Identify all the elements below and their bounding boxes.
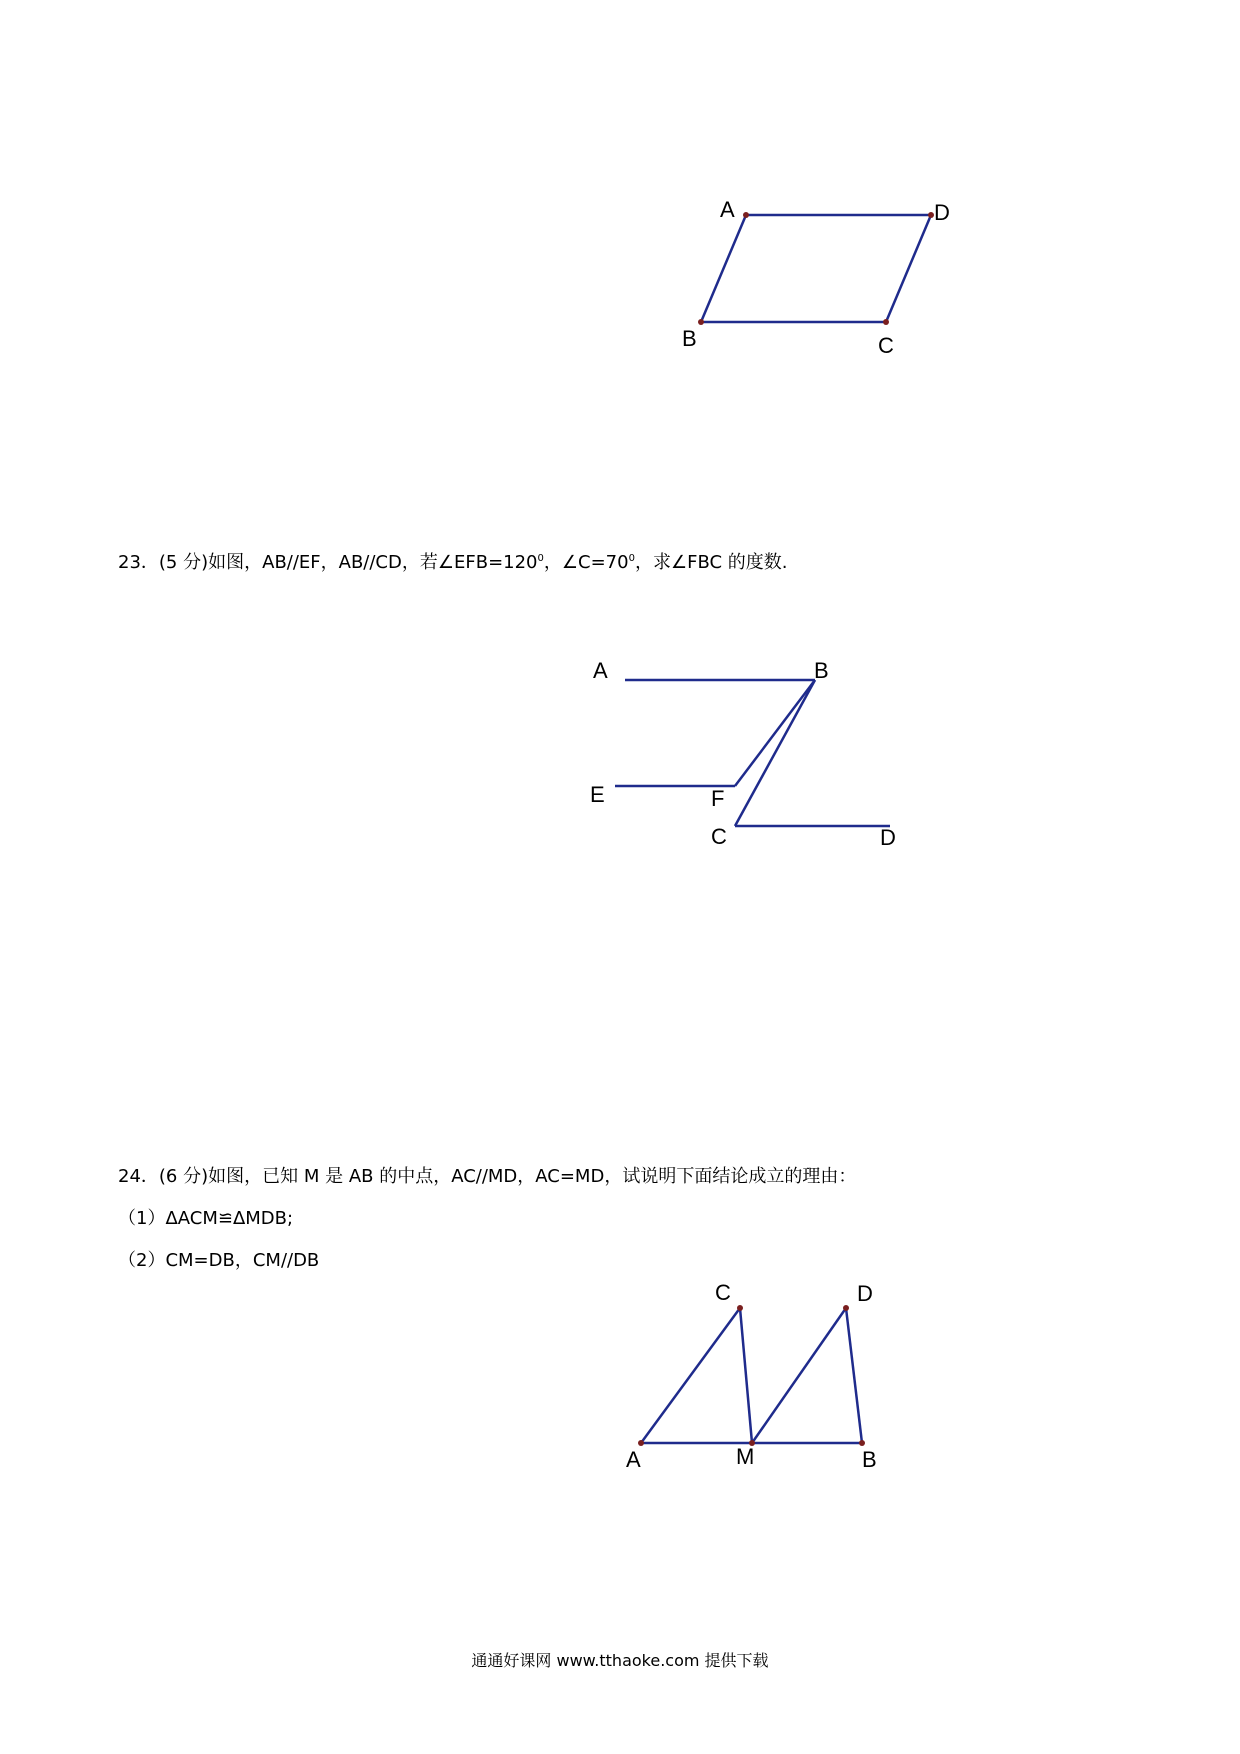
label-a: A bbox=[593, 658, 608, 683]
question-24-part-2: （2）CM=DB，CM//DB bbox=[118, 1250, 320, 1271]
question-23 bbox=[118, 548, 788, 574]
label-d: D bbox=[934, 200, 950, 225]
label-b: B bbox=[814, 658, 829, 683]
segment-cm bbox=[740, 1308, 752, 1443]
point-b bbox=[859, 1440, 865, 1446]
point-d bbox=[843, 1305, 849, 1311]
question-24 bbox=[118, 1162, 856, 1188]
point-b bbox=[698, 319, 704, 325]
label-c: C bbox=[715, 1280, 731, 1305]
question-score: (6 分) bbox=[158, 1166, 209, 1187]
point-c bbox=[883, 319, 889, 325]
segment-dc bbox=[886, 215, 931, 322]
question-24-part-1: （1）ΔACM≌ΔMDB; bbox=[118, 1208, 294, 1229]
label-m: M bbox=[736, 1444, 755, 1469]
figure-parallel-lines bbox=[580, 640, 920, 870]
label-f: F bbox=[711, 786, 725, 811]
segment-ac bbox=[641, 1308, 740, 1443]
figure-parallelogram bbox=[670, 190, 980, 370]
point-a bbox=[743, 212, 749, 218]
question-number: 23． bbox=[118, 552, 159, 573]
label-b: B bbox=[862, 1447, 877, 1472]
label-d: D bbox=[880, 825, 896, 850]
segment-md bbox=[752, 1308, 846, 1443]
label-d: D bbox=[857, 1281, 873, 1306]
degree-superscript: 0 bbox=[537, 553, 544, 564]
page-footer: 通通好课网 www.tthaoke.com 提供下载 bbox=[471, 1651, 769, 1670]
label-a: A bbox=[720, 197, 735, 222]
segment-ab bbox=[701, 215, 746, 322]
label-e: E bbox=[590, 782, 605, 807]
point-c bbox=[737, 1305, 743, 1311]
segment-fb bbox=[735, 680, 815, 786]
question-text: ，求∠FBC 的度数. bbox=[634, 552, 788, 573]
degree-superscript: 0 bbox=[628, 553, 635, 564]
segment-db bbox=[846, 1308, 862, 1443]
figure-triangles bbox=[610, 1270, 920, 1480]
question-text: ，∠C=70 bbox=[543, 552, 629, 573]
label-b: B bbox=[682, 326, 697, 351]
label-a: A bbox=[626, 1447, 641, 1472]
segment-bc bbox=[735, 680, 815, 826]
question-text: 如图，已知 M 是 AB 的中点，AC//MD，AC=MD，试说明下面结论成立的理由： bbox=[208, 1166, 857, 1187]
label-c: C bbox=[878, 333, 894, 358]
question-score: (5 分) bbox=[158, 552, 209, 573]
label-c: C bbox=[711, 824, 727, 849]
question-text: 如图，AB//EF，AB//CD，若∠EFB=120 bbox=[208, 552, 538, 573]
question-number: 24． bbox=[118, 1166, 159, 1187]
point-a bbox=[638, 1440, 644, 1446]
